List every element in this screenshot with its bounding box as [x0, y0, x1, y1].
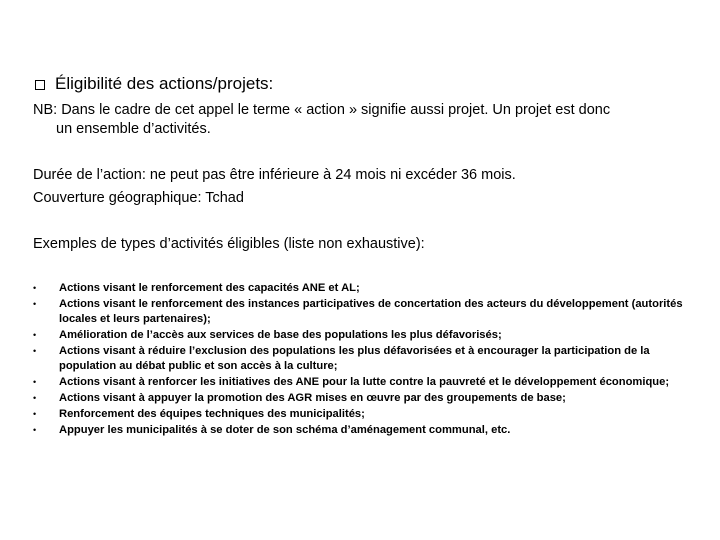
- bullet-icon: •: [33, 409, 37, 419]
- list-item: [33, 281, 693, 296]
- checkbox-bullet-icon: [35, 80, 45, 90]
- list-item: [33, 375, 693, 390]
- list-item: [33, 423, 693, 438]
- examples-intro: Exemples de types d’activités éligibles (liste non exhaustive):: [33, 236, 425, 252]
- list-item-text: Actions visant le renforcement des instances participatives de concertation des acteurs du développement (autorités locales et leurs partenaires);: [59, 298, 683, 325]
- nb-note-line-1: NB: Dans le cadre de cet appel le terme « action » signifie aussi projet. Un projet est donc: [33, 102, 611, 118]
- bullet-icon: •: [33, 377, 37, 387]
- list-item: [33, 344, 693, 374]
- list-item-text: Actions visant à réduire l’exclusion des populations les plus défavorisées et à encourager la participation de la population au débat public et son accès à la culture;: [59, 345, 650, 372]
- bullet-icon: •: [33, 425, 37, 435]
- bullet-icon: •: [33, 283, 37, 293]
- coverage-text: Couverture géographique: Tchad: [33, 190, 244, 206]
- bullet-icon: •: [33, 330, 37, 340]
- nb-note-line-2: un ensemble d’activités.: [56, 121, 211, 137]
- activities-list: [33, 281, 693, 439]
- list-item-text: Appuyer les municipalités à se doter de son schéma d’aménagement communal, etc.: [59, 424, 511, 436]
- bullet-icon: •: [33, 346, 37, 356]
- list-item: [33, 328, 693, 343]
- list-item-text: Actions visant à renforcer les initiatives des ANE pour la lutte contre la pauvreté et le développement économique;: [59, 376, 670, 388]
- list-item-text: Actions visant le renforcement des capacités ANE et AL;: [59, 282, 360, 294]
- list-item: [33, 297, 693, 327]
- heading-text: Éligibilité des actions/projets:: [55, 74, 274, 93]
- section-heading: [35, 74, 273, 94]
- bullet-icon: •: [33, 393, 37, 403]
- duration-text: Durée de l’action: ne peut pas être inférieure à 24 mois ni excéder 36 mois.: [33, 167, 516, 183]
- list-item-text: Amélioration de l’accès aux services de base des populations les plus défavorisés;: [59, 329, 502, 341]
- list-item: [33, 407, 693, 422]
- list-item-text: Renforcement des équipes techniques des municipalités;: [59, 408, 365, 420]
- bullet-icon: •: [33, 299, 37, 309]
- list-item-text: Actions visant à appuyer la promotion des AGR mises en œuvre par des groupements de base;: [59, 392, 566, 404]
- list-item: [33, 391, 693, 406]
